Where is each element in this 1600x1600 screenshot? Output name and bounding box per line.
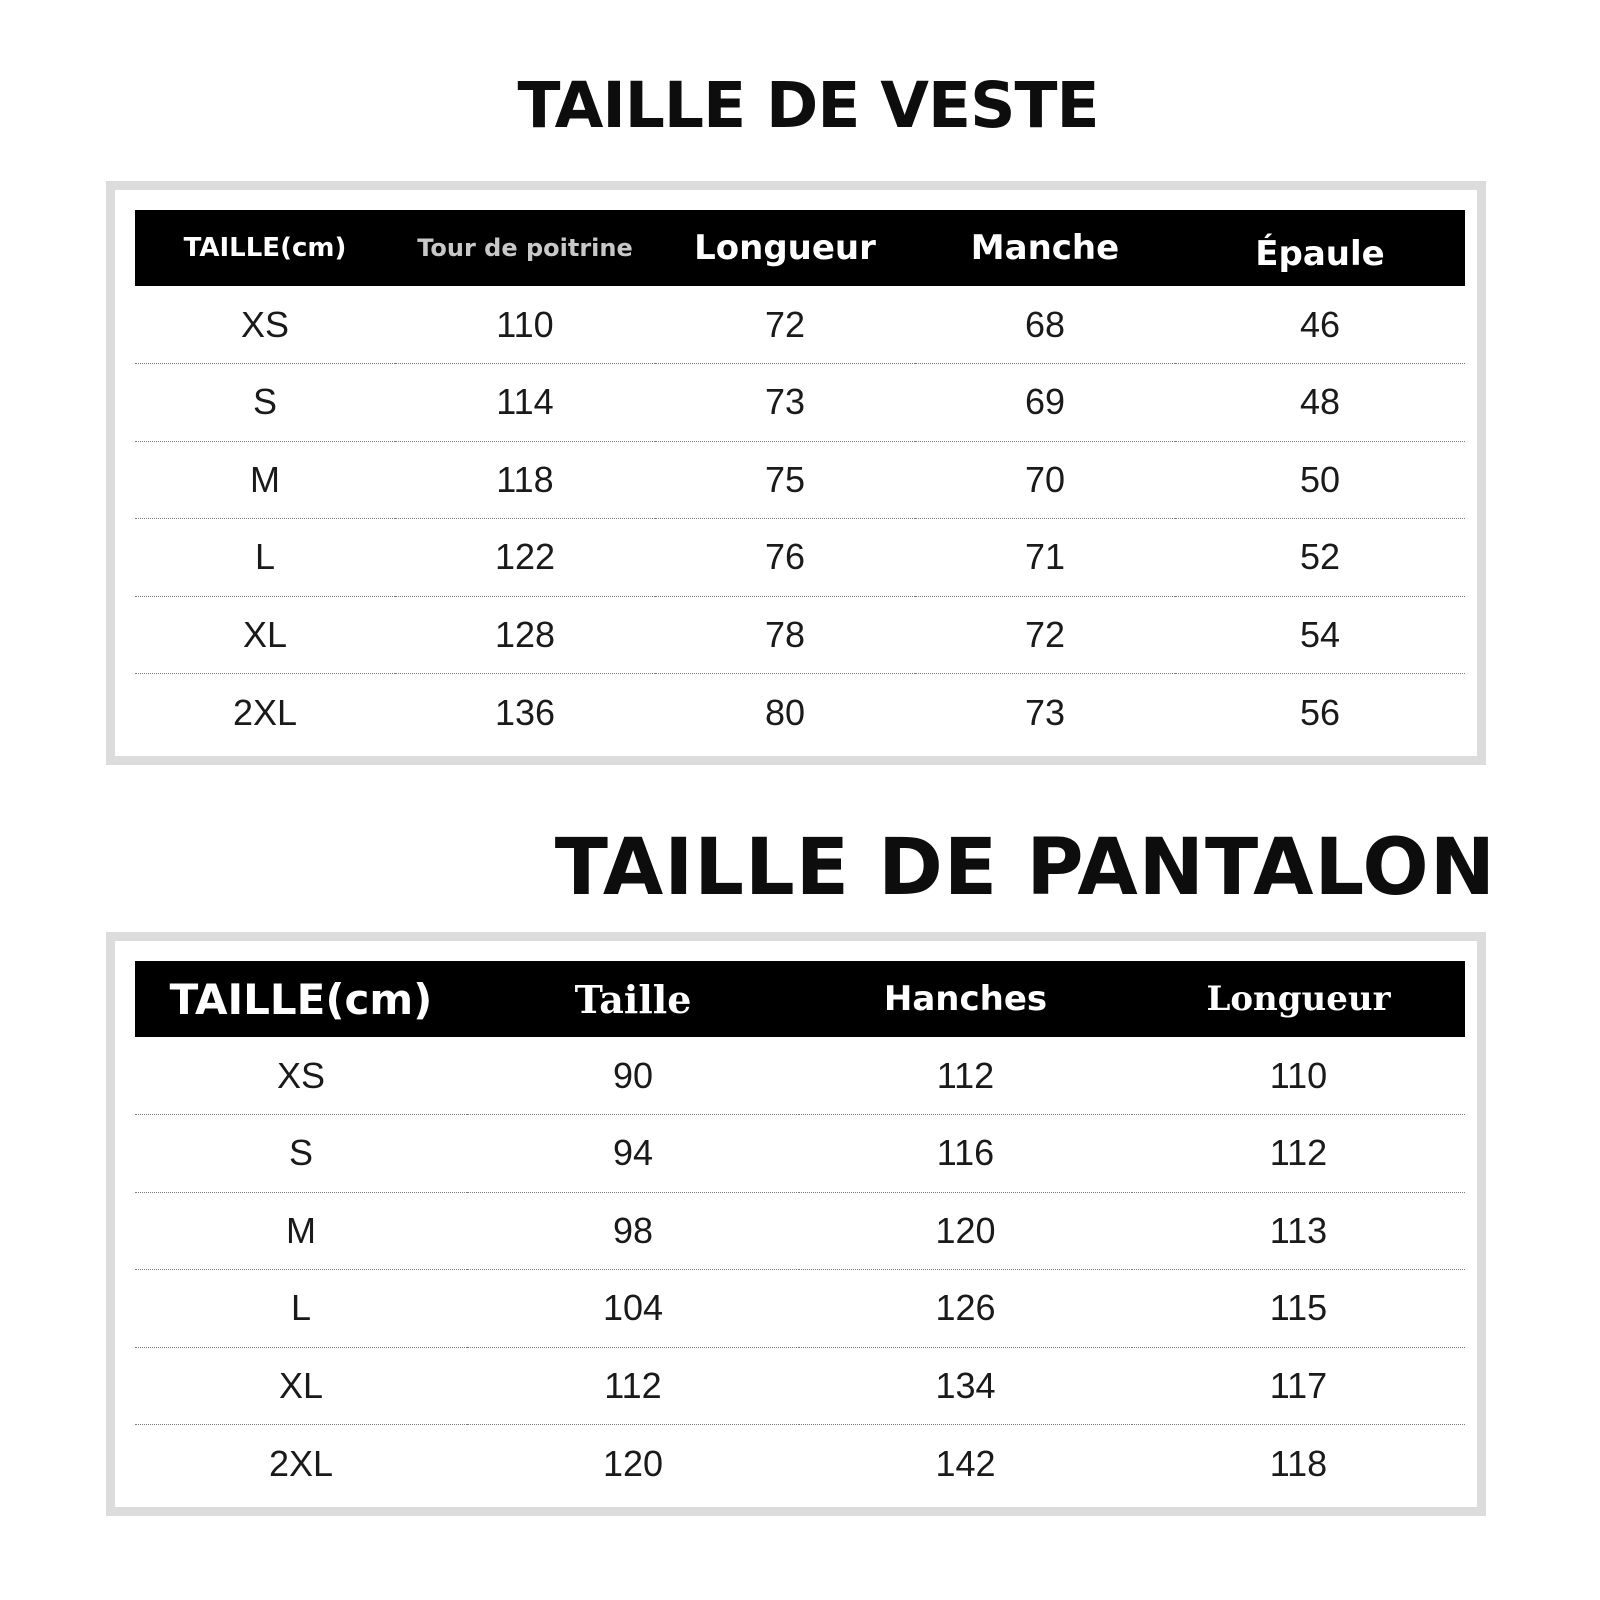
table-cell: 112 xyxy=(1132,1115,1465,1193)
table-cell: M xyxy=(135,441,395,519)
table-cell: XL xyxy=(135,1347,467,1425)
table-row xyxy=(135,1347,1465,1425)
table-cell: 69 xyxy=(915,364,1175,442)
jacket-size-table xyxy=(135,210,1465,751)
table-row xyxy=(135,1115,1465,1193)
table-row xyxy=(135,1270,1465,1348)
table-cell: 54 xyxy=(1175,596,1465,674)
jacket-header-size: TAILLE(cm) xyxy=(183,233,347,263)
table-cell: 134 xyxy=(799,1347,1132,1425)
table-cell: 75 xyxy=(655,441,915,519)
table-cell: M xyxy=(135,1192,467,1270)
table-cell: 46 xyxy=(1299,303,1341,345)
table-cell: 68 xyxy=(1024,303,1066,345)
table-cell: XL xyxy=(135,596,395,674)
table-row xyxy=(135,519,1465,597)
table-cell: 128 xyxy=(395,596,655,674)
table-cell: 116 xyxy=(799,1115,1132,1193)
pants-header-size: TAILLE(cm) xyxy=(169,974,433,1024)
table-row xyxy=(135,286,1465,364)
table-cell: 56 xyxy=(1175,674,1465,752)
table-cell: 80 xyxy=(655,674,915,752)
table-cell: 118 xyxy=(1132,1425,1465,1503)
table-row xyxy=(135,364,1465,442)
table-cell: 90 xyxy=(612,1054,654,1096)
table-row xyxy=(135,674,1465,752)
table-cell: 118 xyxy=(395,441,655,519)
table-cell: 112 xyxy=(467,1347,799,1425)
table-cell: 110 xyxy=(1269,1054,1328,1096)
table-row xyxy=(135,1037,1465,1115)
table-cell: 50 xyxy=(1175,441,1465,519)
table-cell: 112 xyxy=(936,1054,995,1096)
pants-header-hips: Hanches xyxy=(883,979,1048,1019)
pants-header-row xyxy=(135,961,1465,1037)
jacket-size-table-frame xyxy=(106,181,1486,765)
table-cell: 94 xyxy=(467,1115,799,1193)
pants-size-table xyxy=(135,961,1465,1502)
table-cell: 2XL xyxy=(135,674,395,752)
table-cell: 78 xyxy=(655,596,915,674)
table-cell: 136 xyxy=(395,674,655,752)
jacket-header-length: Longueur xyxy=(694,228,876,268)
table-cell: 104 xyxy=(467,1270,799,1348)
jacket-header-shoulder: Épaule xyxy=(1255,234,1385,274)
table-cell: 110 xyxy=(496,303,554,345)
table-cell: 72 xyxy=(915,596,1175,674)
table-row xyxy=(135,1425,1465,1503)
table-cell: 73 xyxy=(655,364,915,442)
table-cell: S xyxy=(135,364,395,442)
table-cell: 120 xyxy=(467,1425,799,1503)
jacket-size-title: TAILLE DE VESTE xyxy=(517,69,1099,142)
table-cell: 2XL xyxy=(135,1425,467,1503)
jacket-header-sleeve: Manche xyxy=(970,228,1120,268)
table-row xyxy=(135,596,1465,674)
table-cell: 122 xyxy=(395,519,655,597)
jacket-header-row xyxy=(135,210,1465,286)
table-cell: L xyxy=(135,1270,467,1348)
table-cell: 76 xyxy=(655,519,915,597)
table-row xyxy=(135,1192,1465,1270)
table-cell: L xyxy=(135,519,395,597)
table-cell: 113 xyxy=(1132,1192,1465,1270)
table-cell: XS xyxy=(240,303,290,345)
table-cell: 71 xyxy=(915,519,1175,597)
pants-size-table-frame xyxy=(106,932,1486,1516)
table-row xyxy=(135,441,1465,519)
pants-header-length: Longueur xyxy=(1206,979,1391,1019)
table-cell: S xyxy=(135,1115,467,1193)
table-cell: 52 xyxy=(1175,519,1465,597)
table-cell: 142 xyxy=(799,1425,1132,1503)
table-cell: 73 xyxy=(915,674,1175,752)
pants-size-title: TAILLE DE PANTALON xyxy=(554,823,1496,913)
pants-header-waist: Taille xyxy=(574,976,692,1022)
table-cell: 48 xyxy=(1175,364,1465,442)
table-cell: 114 xyxy=(395,364,655,442)
table-cell: XS xyxy=(276,1054,326,1096)
table-cell: 120 xyxy=(799,1192,1132,1270)
jacket-header-chest: Tour de poitrine xyxy=(417,234,633,262)
table-cell: 70 xyxy=(915,441,1175,519)
table-cell: 126 xyxy=(799,1270,1132,1348)
table-cell: 117 xyxy=(1132,1347,1465,1425)
table-cell: 115 xyxy=(1132,1270,1465,1348)
table-cell: 98 xyxy=(467,1192,799,1270)
table-cell: 72 xyxy=(764,303,806,345)
